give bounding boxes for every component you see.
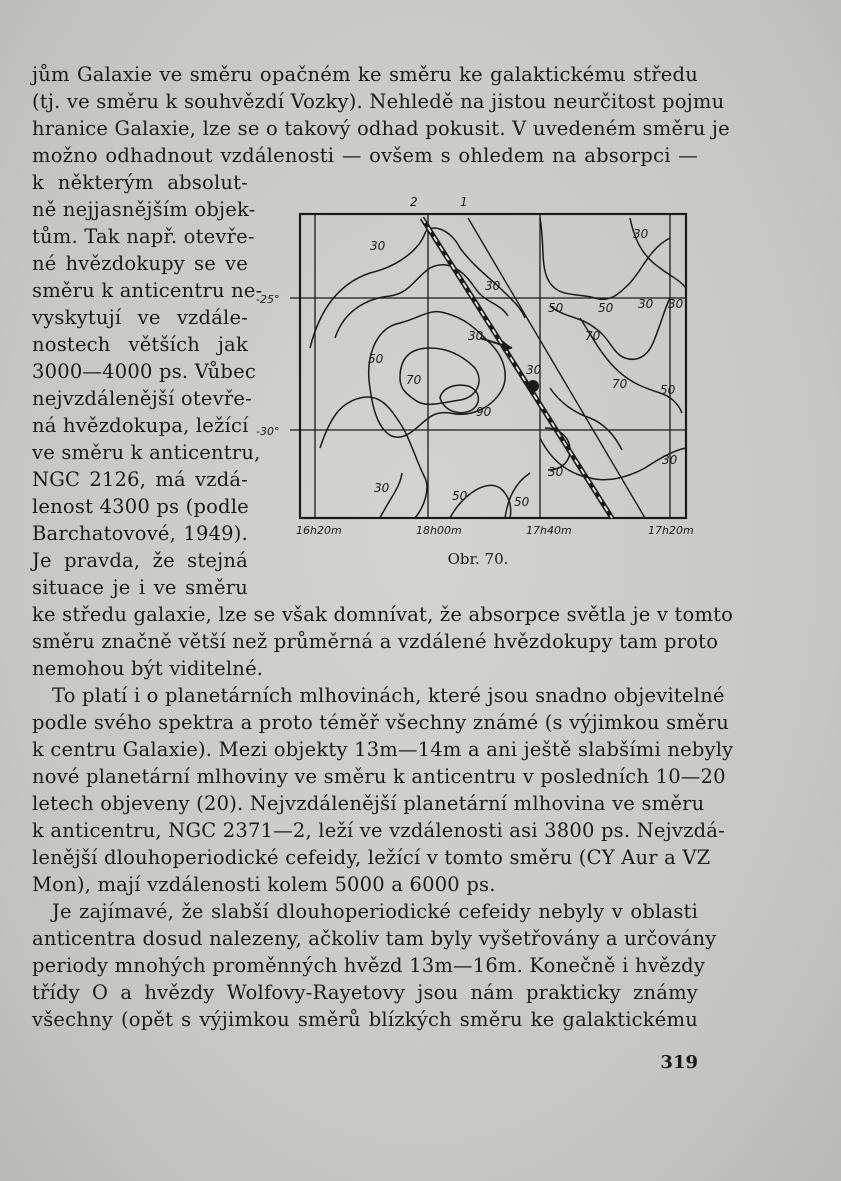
page-number: 319 [660,1052,698,1073]
text-line: hranice Galaxie, lze se o takový odhad pokusit. V uvedeném směru je [32,117,730,140]
line-label-1: 1 [460,195,468,209]
contour-label: 30 [485,279,501,293]
text-line: směru značně větší než průměrná a vzdálené hvězdokupy tam proto [32,630,719,653]
text-line: ně nejjasnějším objek- [32,198,256,221]
text-line: podle svého spektra a proto téměř všechny známé (s výjimkou směru [32,711,729,734]
text-line: nostech větších jak [32,333,248,356]
figure-caption: Obr. 70. [447,550,509,568]
contour-label: 50 [514,495,530,509]
contour-label: 30 [468,329,484,343]
text-line: To platí i o planetárních mlhovinách, které jsou snadno objevitelné [52,684,725,707]
cluster-dot [527,380,539,392]
text-line: nejvzdálenější otevře- [32,387,252,410]
text-line: NGC 2126, má vzdá- [32,468,248,491]
text-line: k centru Galaxie). Mezi objekty 13m—14m a ani ještě slabšími nebyly [32,738,734,761]
text-line: nemohou být viditelné. [32,657,264,680]
y-axis-label: -25° [256,293,280,306]
text-line: vyskytují ve vzdále- [32,306,248,329]
contour-label: 30 [526,363,542,377]
text-line: Je zajímavé, že slabší dlouhoperiodické cefeidy nebyly v oblasti [52,900,698,923]
contour-label: 30 [662,453,678,467]
contour-label: 50 [452,489,468,503]
contour-label: 50 [548,301,564,315]
text-line: ve směru k anticentru, [32,441,261,464]
line-label-2: 2 [410,195,418,209]
text-line: anticentra dosud nalezeny, ačkoliv tam byly vyšetřovány a určovány [32,927,717,950]
text-line: lenost 4300 ps (podle [32,495,249,518]
text-line: k některým absolut- [32,171,248,194]
contour-label: 30 [374,481,390,495]
text-line: letech objeveny (20). Nejvzdálenější planetární mlhovina ve směru [32,792,705,815]
contour-lines [310,218,686,518]
text-line: možno odhadnout vzdálenosti — ovšem s ohledem na absorpci — [32,144,698,167]
x-axis-label: 17h40m [526,524,572,537]
text-line: lenější dlouhoperiodické cefeidy, ležící v tomto směru (CY Aur a VZ [32,846,711,869]
contour-label: 30 [668,297,684,311]
text-line: všechny (opět s výjimkou směrů blízkých směru ke galaktickému [32,1008,698,1031]
contour-label: 30 [548,465,564,479]
y-axis-label: -30° [256,425,280,438]
text-line: ná hvězdokupa, ležící [32,414,249,437]
contour-label: 70 [585,329,601,343]
text-line: Mon), mají vzdálenosti kolem 5000 a 6000 ps. [32,873,496,896]
text-line: (tj. ve směru k souhvězdí Vozky). Nehledě na jistou neurčitost pojmu [32,90,725,113]
contour-label: 50 [368,352,384,366]
text-line: Je pravda, že stejná [32,549,248,572]
contour-label: 30 [370,239,386,253]
contour-label: 90 [476,405,492,419]
text-line: situace je i ve směru [32,576,248,599]
text-line: tům. Tak např. otevře- [32,225,255,248]
contour-label: 50 [598,301,614,315]
x-axis-label: 18h00m [416,524,462,537]
text-line: k anticentru, NGC 2371—2, leží ve vzdálenosti asi 3800 ps. Nejvzdá- [32,819,725,842]
text-line: nové planetární mlhoviny ve směru k anticentru v posledních 10—20 [32,765,726,788]
text-line: Barchatovové, 1949). [32,522,248,545]
text-line: ke středu galaxie, lze se však domnívat, že absorpce světla je v tomto [32,603,734,626]
contour-label: 30 [633,227,649,241]
contour-map-figure [250,188,710,548]
contour-label: 50 [660,383,676,397]
text-line: třídy O a hvězdy Wolfovy-Rayetovy jsou nám prakticky známy [32,981,698,1004]
contour-label: 30 [638,297,654,311]
text-line: směru k anticentru ne- [32,279,263,302]
text-line: 3000—4000 ps. Vůbec [32,360,256,383]
contour-label: 70 [406,373,422,387]
text-line: né hvězdokupy se ve [32,252,248,275]
x-axis-label: 16h20m [296,524,342,537]
text-line: jům Galaxie ve směru opačném ke směru ke galaktickému středu [32,63,698,86]
contour-label: 70 [612,377,628,391]
text-line: periody mnohých proměnných hvězd 13m—16m. Konečně i hvězdy [32,954,706,977]
x-axis-label: 17h20m [648,524,694,537]
